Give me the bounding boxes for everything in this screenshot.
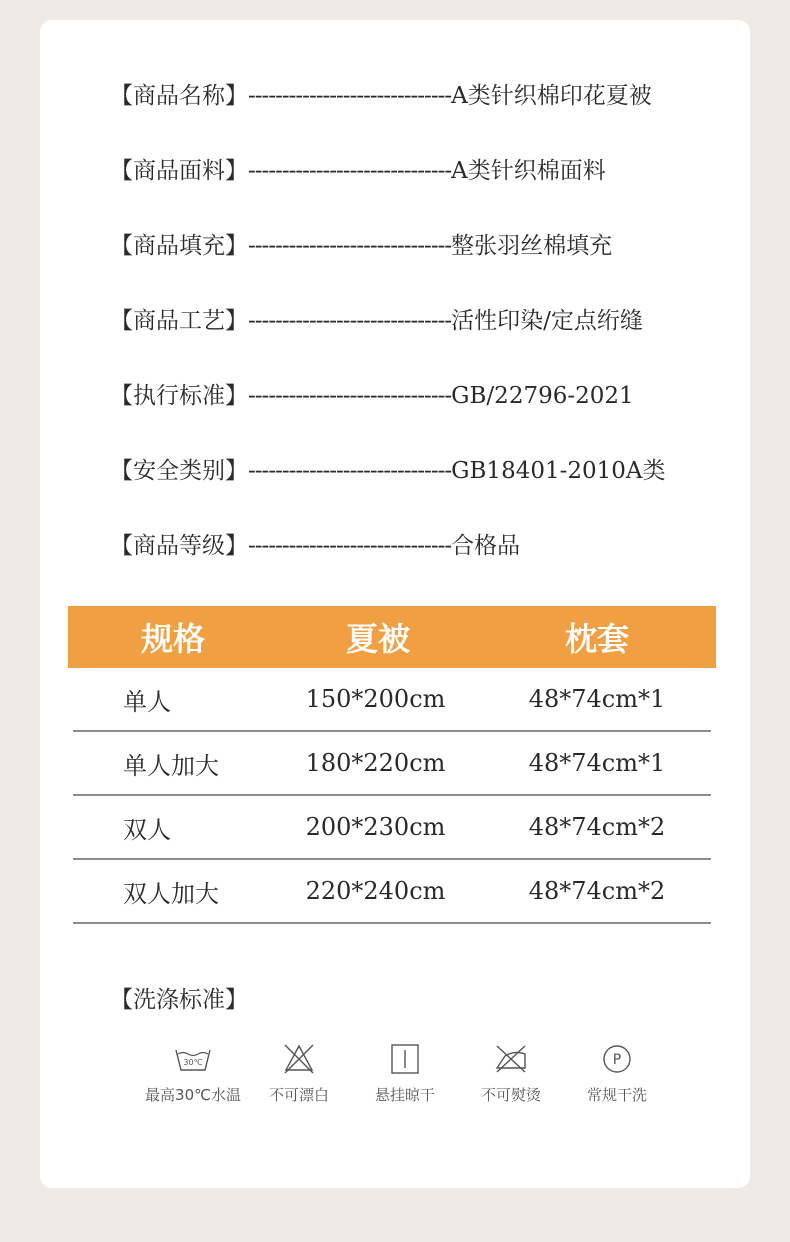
line-dry-icon bbox=[385, 1042, 425, 1076]
table-row bbox=[73, 732, 711, 796]
spec-key: 【商品名称】 bbox=[110, 83, 248, 109]
spec-value: A类针织棉面料 bbox=[451, 158, 606, 184]
pillowcase-cell: 48*74cm*1 bbox=[528, 685, 666, 713]
spec-key: 【执行标准】 bbox=[110, 383, 248, 409]
quilt-size-cell: 200*230cm bbox=[305, 813, 446, 841]
spec-row bbox=[110, 228, 710, 303]
spec-value: 整张羽丝棉填充 bbox=[451, 233, 613, 259]
spec-row bbox=[110, 303, 710, 378]
spec-key: 【商品填充】 bbox=[110, 233, 248, 259]
pillowcase-cell: 48*74cm*1 bbox=[528, 749, 666, 777]
spec-row bbox=[110, 78, 710, 153]
table-row bbox=[73, 796, 711, 860]
spec-value: GB18401-2010A类 bbox=[451, 458, 666, 484]
spec-row bbox=[110, 528, 710, 603]
pillowcase-cell: 48*74cm*2 bbox=[528, 813, 666, 841]
quilt-size-cell: 180*220cm bbox=[305, 749, 446, 777]
wash-item bbox=[458, 1042, 564, 1105]
table-row bbox=[73, 860, 711, 924]
size-name-cell: 双人加大 bbox=[123, 879, 219, 908]
dry-clean-letter: P bbox=[612, 1052, 622, 1068]
wash-item bbox=[246, 1042, 352, 1105]
spec-row bbox=[110, 378, 710, 453]
spec-value: A类针织棉印花夏被 bbox=[451, 83, 652, 109]
pillowcase-cell: 48*74cm*2 bbox=[528, 877, 666, 905]
no-iron-icon bbox=[491, 1042, 531, 1076]
wash-item bbox=[564, 1042, 670, 1105]
spec-value: GB/22796-2021 bbox=[451, 383, 634, 409]
wash-icons bbox=[140, 1042, 670, 1105]
spec-dash: ------------------------------ bbox=[248, 533, 452, 559]
wash-30-icon bbox=[173, 1042, 213, 1076]
dry-clean-p-icon bbox=[597, 1042, 637, 1076]
wash-item bbox=[352, 1042, 458, 1105]
spec-dash: ------------------------------ bbox=[248, 233, 452, 259]
table-row bbox=[73, 668, 711, 732]
spec-dash: ------------------------------ bbox=[248, 83, 452, 109]
spec-row bbox=[110, 153, 710, 228]
wash-label: 常规干洗 bbox=[586, 1086, 647, 1104]
wash-title: 【洗涤标准】 bbox=[110, 987, 248, 1013]
spec-value: 合格品 bbox=[451, 533, 521, 559]
spec-dash: ------------------------------ bbox=[248, 383, 452, 409]
header-cell: 规格 bbox=[140, 620, 205, 658]
size-name-cell: 单人 bbox=[123, 687, 171, 716]
wash-label: 悬挂晾干 bbox=[374, 1086, 435, 1104]
no-bleach-icon bbox=[279, 1042, 319, 1076]
spec-key: 【商品等级】 bbox=[110, 533, 248, 559]
wash-item bbox=[140, 1042, 246, 1105]
wash-temp-text: 30℃ bbox=[183, 1058, 203, 1067]
header-cell: 枕套 bbox=[564, 620, 629, 658]
quilt-size-cell: 150*200cm bbox=[305, 685, 446, 713]
size-table bbox=[68, 606, 716, 924]
spec-dash: ------------------------------ bbox=[248, 158, 452, 184]
size-name-cell: 双人 bbox=[123, 815, 171, 844]
spec-value: 活性印染/定点绗缝 bbox=[451, 308, 643, 334]
quilt-size-cell: 220*240cm bbox=[305, 877, 446, 905]
spec-dash: ------------------------------ bbox=[248, 308, 452, 334]
content-card bbox=[40, 20, 750, 1188]
spec-dash: ------------------------------ bbox=[248, 458, 452, 484]
table-header bbox=[68, 606, 716, 668]
wash-label: 不可熨烫 bbox=[480, 1086, 541, 1104]
size-name-cell: 单人加大 bbox=[123, 751, 219, 780]
spec-key: 【商品工艺】 bbox=[110, 308, 248, 334]
spec-key: 【安全类别】 bbox=[110, 458, 248, 484]
wash-label: 最高30℃水温 bbox=[145, 1086, 241, 1104]
wash-label: 不可漂白 bbox=[268, 1086, 329, 1104]
header-cell: 夏被 bbox=[345, 620, 410, 658]
spec-key: 【商品面料】 bbox=[110, 158, 248, 184]
spec-list bbox=[110, 78, 710, 603]
spec-row bbox=[110, 453, 710, 528]
